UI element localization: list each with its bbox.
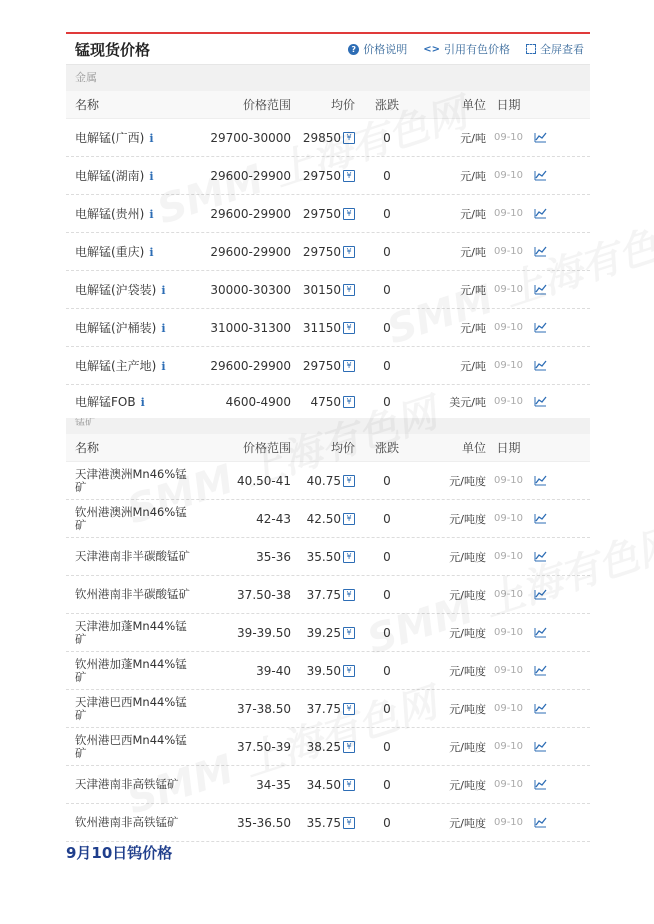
table-row[interactable] bbox=[66, 690, 590, 728]
tungsten-heading: 9月10日钨价格 bbox=[66, 844, 173, 862]
row-unit: 元/吨度 bbox=[449, 626, 486, 640]
trend-chart-icon[interactable] bbox=[525, 627, 555, 638]
row-date: 09-10 bbox=[493, 475, 524, 486]
currency-icon[interactable]: ¥ bbox=[343, 208, 355, 220]
row-date: 09-10 bbox=[493, 703, 524, 714]
code-icon: <> bbox=[423, 43, 440, 55]
table-row[interactable] bbox=[66, 347, 590, 385]
row-avg: 39.50 bbox=[306, 663, 341, 678]
row-change: 0 bbox=[383, 739, 391, 754]
row-change: 0 bbox=[383, 549, 391, 564]
row-change: 0 bbox=[383, 282, 391, 297]
row-range: 39-39.50 bbox=[237, 625, 291, 640]
currency-icon[interactable]: ¥ bbox=[343, 779, 355, 791]
row-name[interactable]: 钦州港南非半碳酸锰矿 bbox=[75, 587, 190, 601]
currency-icon[interactable]: ¥ bbox=[343, 246, 355, 258]
col-change: 涨跌 bbox=[374, 98, 399, 112]
row-date: 09-10 bbox=[493, 322, 524, 333]
row-date: 09-10 bbox=[493, 132, 524, 143]
row-range: 35-36.50 bbox=[237, 815, 291, 830]
table-row[interactable] bbox=[66, 157, 590, 195]
trend-chart-icon[interactable] bbox=[525, 779, 555, 790]
ore-table-body bbox=[66, 462, 590, 842]
row-avg-cell bbox=[297, 131, 355, 145]
row-date: 09-10 bbox=[493, 779, 524, 790]
price-explanation-label: 价格说明 bbox=[363, 43, 408, 56]
row-name[interactable]: 钦州港巴西Mn44%锰矿 bbox=[75, 732, 187, 760]
row-change: 0 bbox=[383, 320, 391, 335]
row-avg-cell bbox=[297, 245, 355, 259]
row-date: 09-10 bbox=[493, 170, 524, 181]
row-date: 09-10 bbox=[493, 246, 524, 257]
row-range: 37.50-39 bbox=[237, 739, 291, 754]
trend-chart-icon[interactable] bbox=[525, 475, 555, 486]
table-row[interactable] bbox=[66, 119, 590, 157]
trend-chart-icon[interactable] bbox=[525, 741, 555, 752]
currency-icon[interactable]: ¥ bbox=[343, 284, 355, 296]
trend-chart-icon[interactable] bbox=[525, 360, 555, 371]
row-range: 31000-31300 bbox=[210, 320, 291, 335]
row-name[interactable]: 天津港南非高铁锰矿 bbox=[75, 777, 179, 791]
row-avg-cell bbox=[297, 588, 355, 602]
row-name-cell bbox=[66, 243, 196, 260]
currency-icon[interactable]: ¥ bbox=[343, 360, 355, 372]
row-unit: 元/吨度 bbox=[449, 588, 486, 602]
table-row[interactable] bbox=[66, 614, 590, 652]
row-avg: 37.75 bbox=[306, 701, 341, 716]
currency-icon[interactable]: ¥ bbox=[343, 627, 355, 639]
row-avg-cell bbox=[297, 474, 355, 488]
row-date: 09-10 bbox=[493, 284, 524, 295]
row-avg-cell bbox=[297, 626, 355, 640]
row-name[interactable]: 钦州港澳洲Mn46%锰矿 bbox=[75, 504, 187, 532]
currency-icon[interactable]: ¥ bbox=[343, 741, 355, 753]
row-range: 29600-29900 bbox=[210, 244, 291, 259]
row-avg-cell bbox=[297, 740, 355, 754]
row-date: 09-10 bbox=[493, 589, 524, 600]
table-row[interactable] bbox=[66, 271, 590, 309]
row-change: 0 bbox=[383, 394, 391, 409]
col-avg: 均价 bbox=[330, 441, 355, 455]
row-avg: 38.25 bbox=[306, 739, 341, 754]
row-unit: 元/吨度 bbox=[449, 816, 486, 830]
row-range: 39-40 bbox=[256, 663, 291, 678]
row-unit: 元/吨 bbox=[460, 245, 486, 259]
row-name-cell bbox=[66, 393, 196, 410]
row-unit: 元/吨度 bbox=[449, 702, 486, 716]
currency-icon[interactable]: ¥ bbox=[343, 513, 355, 525]
row-avg: 35.75 bbox=[306, 815, 341, 830]
row-unit: 元/吨度 bbox=[449, 664, 486, 678]
row-date: 09-10 bbox=[493, 551, 524, 562]
table-row[interactable] bbox=[66, 195, 590, 233]
row-avg: 29750 bbox=[302, 358, 341, 373]
row-unit: 元/吨 bbox=[460, 359, 486, 373]
section-ore: 锰矿 bbox=[66, 418, 590, 434]
section-metal: 金属 bbox=[66, 65, 590, 91]
col-avg: 均价 bbox=[330, 98, 355, 112]
col-unit: 单位 bbox=[461, 98, 486, 112]
table-row[interactable] bbox=[66, 309, 590, 347]
row-avg-cell bbox=[297, 321, 355, 335]
trend-chart-icon[interactable] bbox=[525, 396, 555, 407]
row-date: 09-10 bbox=[493, 360, 524, 371]
panel-header bbox=[66, 34, 590, 65]
row-unit: 元/吨 bbox=[460, 131, 486, 145]
row-avg: 31150 bbox=[302, 320, 341, 335]
cite-price-link[interactable] bbox=[423, 41, 510, 57]
row-range: 4600-4900 bbox=[225, 394, 291, 409]
row-avg-cell bbox=[297, 664, 355, 678]
row-name[interactable]: 天津港南非半碳酸锰矿 bbox=[75, 549, 190, 563]
currency-icon[interactable]: ¥ bbox=[343, 170, 355, 182]
question-icon: ? bbox=[348, 44, 359, 55]
row-change: 0 bbox=[383, 511, 391, 526]
table-row[interactable] bbox=[66, 538, 590, 576]
row-change: 0 bbox=[383, 701, 391, 716]
info-icon[interactable]: i bbox=[149, 132, 154, 145]
row-change: 0 bbox=[383, 587, 391, 602]
row-unit: 元/吨 bbox=[460, 321, 486, 335]
row-unit: 元/吨度 bbox=[449, 512, 486, 526]
trend-chart-icon[interactable] bbox=[525, 284, 555, 295]
row-avg: 42.50 bbox=[306, 511, 341, 526]
col-range: 价格范围 bbox=[242, 441, 291, 455]
col-change: 涨跌 bbox=[374, 441, 399, 455]
col-date: 日期 bbox=[496, 441, 521, 455]
currency-icon[interactable]: ¥ bbox=[343, 396, 355, 408]
fullscreen-icon bbox=[526, 44, 536, 54]
row-range: 29700-30000 bbox=[210, 130, 291, 145]
row-unit: 元/吨 bbox=[460, 169, 486, 183]
trend-chart-icon[interactable] bbox=[525, 703, 555, 714]
row-avg: 37.75 bbox=[306, 587, 341, 602]
row-name-cell bbox=[66, 319, 196, 336]
currency-icon[interactable]: ¥ bbox=[343, 132, 355, 144]
row-range: 29600-29900 bbox=[210, 358, 291, 373]
row-change: 0 bbox=[383, 625, 391, 640]
row-avg: 34.50 bbox=[306, 777, 341, 792]
row-range: 29600-29900 bbox=[210, 168, 291, 183]
row-name-cell bbox=[66, 129, 196, 146]
row-range: 37-38.50 bbox=[237, 701, 291, 716]
row-change: 0 bbox=[383, 663, 391, 678]
row-change: 0 bbox=[383, 358, 391, 373]
table-row[interactable] bbox=[66, 652, 590, 690]
row-avg-cell bbox=[297, 169, 355, 183]
row-unit: 元/吨度 bbox=[449, 740, 486, 754]
col-name: 名称 bbox=[75, 98, 100, 112]
row-avg: 30150 bbox=[302, 282, 341, 297]
row-unit: 元/吨度 bbox=[449, 550, 486, 564]
row-name[interactable]: 天津港澳洲Mn46%锰矿 bbox=[75, 466, 187, 494]
row-avg-cell bbox=[297, 702, 355, 716]
trend-chart-icon[interactable] bbox=[525, 551, 555, 562]
trend-chart-icon[interactable] bbox=[525, 322, 555, 333]
row-change: 0 bbox=[383, 206, 391, 221]
row-change: 0 bbox=[383, 777, 391, 792]
row-date: 09-10 bbox=[493, 396, 524, 407]
row-date: 09-10 bbox=[493, 817, 524, 828]
info-icon[interactable]: i bbox=[161, 284, 166, 297]
row-avg: 40.75 bbox=[306, 473, 341, 488]
table-row[interactable] bbox=[66, 728, 590, 766]
row-name[interactable]: 天津港巴西Mn44%锰矿 bbox=[75, 694, 187, 722]
row-name[interactable]: 电解锰(主产地) bbox=[75, 359, 157, 373]
table-row[interactable] bbox=[66, 233, 590, 271]
row-date: 09-10 bbox=[493, 208, 524, 219]
row-avg-cell bbox=[297, 816, 355, 830]
row-change: 0 bbox=[383, 815, 391, 830]
row-avg: 39.25 bbox=[306, 625, 341, 640]
currency-icon[interactable]: ¥ bbox=[343, 703, 355, 715]
currency-icon[interactable]: ¥ bbox=[343, 665, 355, 677]
trend-chart-icon[interactable] bbox=[525, 589, 555, 600]
table-row[interactable] bbox=[66, 804, 590, 842]
row-date: 09-10 bbox=[493, 665, 524, 676]
row-avg-cell bbox=[297, 778, 355, 792]
row-name[interactable]: 电解锰FOB bbox=[75, 395, 136, 409]
trend-chart-icon[interactable] bbox=[525, 208, 555, 219]
row-avg: 35.50 bbox=[306, 549, 341, 564]
info-icon[interactable]: i bbox=[149, 170, 154, 183]
row-avg-cell bbox=[297, 283, 355, 297]
row-range: 30000-30300 bbox=[210, 282, 291, 297]
row-name[interactable]: 电解锰(广西) bbox=[75, 131, 145, 145]
row-change: 0 bbox=[383, 244, 391, 259]
ore-column-header bbox=[66, 434, 590, 462]
table-row[interactable] bbox=[66, 385, 590, 418]
row-name-cell bbox=[66, 281, 196, 298]
row-unit: 美元/吨 bbox=[449, 395, 486, 409]
trend-chart-icon[interactable] bbox=[525, 246, 555, 257]
fullscreen-link[interactable] bbox=[526, 41, 584, 57]
panel-title: 锰现货价格 bbox=[75, 40, 151, 59]
row-avg-cell bbox=[297, 512, 355, 526]
info-icon[interactable]: i bbox=[149, 208, 154, 221]
row-name[interactable]: 电解锰(湖南) bbox=[75, 169, 145, 183]
row-name[interactable]: 电解锰(重庆) bbox=[75, 245, 145, 259]
row-range: 40.50-41 bbox=[237, 473, 291, 488]
table-row[interactable] bbox=[66, 500, 590, 538]
row-name-cell bbox=[66, 205, 196, 222]
row-range: 42-43 bbox=[256, 511, 291, 526]
row-range: 35-36 bbox=[256, 549, 291, 564]
row-range: 37.50-38 bbox=[237, 587, 291, 602]
row-range: 34-35 bbox=[256, 777, 291, 792]
row-name[interactable]: 电解锰(沪桶装) bbox=[75, 321, 157, 335]
row-name-cell bbox=[66, 167, 196, 184]
table-row[interactable] bbox=[66, 462, 590, 500]
cite-price-label: 引用有色价格 bbox=[444, 43, 510, 56]
row-date: 09-10 bbox=[493, 741, 524, 752]
row-name[interactable]: 电解锰(沪袋装) bbox=[75, 283, 157, 297]
row-change: 0 bbox=[383, 473, 391, 488]
row-date: 09-10 bbox=[493, 513, 524, 524]
row-avg-cell bbox=[297, 550, 355, 564]
trend-chart-icon[interactable] bbox=[525, 170, 555, 181]
row-name[interactable]: 钦州港加蓬Mn44%锰矿 bbox=[75, 656, 187, 684]
metal-table-body bbox=[66, 119, 590, 418]
row-avg-cell bbox=[297, 207, 355, 221]
info-icon[interactable]: i bbox=[161, 360, 166, 373]
currency-icon[interactable]: ¥ bbox=[343, 475, 355, 487]
price-panel bbox=[66, 32, 590, 842]
row-unit: 元/吨度 bbox=[449, 474, 486, 488]
col-unit: 单位 bbox=[461, 441, 486, 455]
row-unit: 元/吨 bbox=[460, 283, 486, 297]
row-change: 0 bbox=[383, 130, 391, 145]
col-name: 名称 bbox=[75, 441, 100, 455]
row-name-cell bbox=[66, 357, 196, 374]
row-change: 0 bbox=[383, 168, 391, 183]
row-avg: 29750 bbox=[302, 206, 341, 221]
row-avg: 4750 bbox=[310, 394, 341, 409]
row-avg-cell bbox=[297, 395, 355, 409]
info-icon[interactable]: i bbox=[140, 396, 145, 409]
info-icon[interactable]: i bbox=[149, 246, 154, 259]
currency-icon[interactable]: ¥ bbox=[343, 551, 355, 563]
row-name[interactable]: 钦州港南非高铁锰矿 bbox=[75, 815, 179, 829]
trend-chart-icon[interactable] bbox=[525, 817, 555, 828]
row-avg: 29850 bbox=[302, 130, 341, 145]
row-name[interactable]: 天津港加蓬Mn44%锰矿 bbox=[75, 618, 187, 646]
price-explanation-link[interactable] bbox=[348, 41, 407, 57]
trend-chart-icon[interactable] bbox=[525, 665, 555, 676]
row-avg-cell bbox=[297, 359, 355, 373]
panel-actions bbox=[348, 41, 584, 57]
trend-chart-icon[interactable] bbox=[525, 132, 555, 143]
currency-icon[interactable]: ¥ bbox=[343, 817, 355, 829]
fullscreen-label: 全屏查看 bbox=[540, 43, 584, 56]
col-date: 日期 bbox=[496, 98, 521, 112]
row-name[interactable]: 电解锰(贵州) bbox=[75, 207, 145, 221]
table-row[interactable] bbox=[66, 576, 590, 614]
row-range: 29600-29900 bbox=[210, 206, 291, 221]
row-unit: 元/吨 bbox=[460, 207, 486, 221]
metal-column-header bbox=[66, 91, 590, 119]
row-avg: 29750 bbox=[302, 168, 341, 183]
trend-chart-icon[interactable] bbox=[525, 513, 555, 524]
row-avg: 29750 bbox=[302, 244, 341, 259]
col-range: 价格范围 bbox=[242, 98, 291, 112]
table-row[interactable] bbox=[66, 766, 590, 804]
row-unit: 元/吨度 bbox=[449, 778, 486, 792]
currency-icon[interactable]: ¥ bbox=[343, 322, 355, 334]
currency-icon[interactable]: ¥ bbox=[343, 589, 355, 601]
row-date: 09-10 bbox=[493, 627, 524, 638]
info-icon[interactable]: i bbox=[161, 322, 166, 335]
